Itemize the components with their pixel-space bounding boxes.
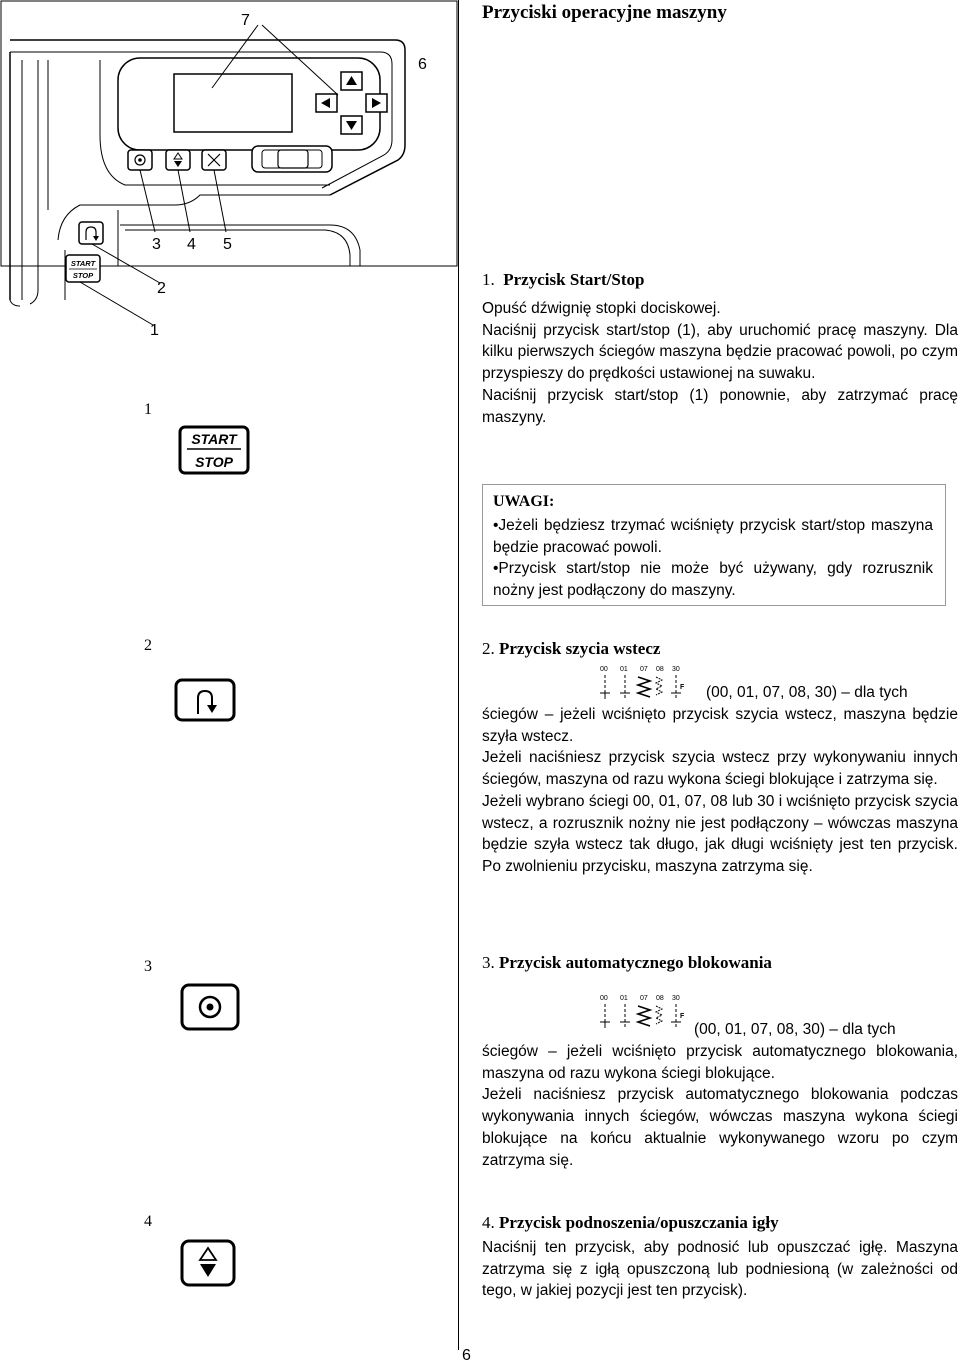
start-stop-icon (178, 425, 250, 475)
stitch-icons-2 (596, 663, 692, 703)
section-3-marker: 3 (144, 958, 152, 975)
svg-text:08: 08 (656, 666, 664, 673)
stitch-icons-3 (596, 992, 692, 1032)
svg-text:30: 30 (672, 666, 680, 673)
section-4-body (482, 1237, 958, 1302)
section-2-heading: 2. Przycisk szycia wstecz (482, 639, 661, 658)
section-3-para-1: ściegów – jeżeli wciśnięto przycisk automatycznego blokowania, maszyna od razu wykona ściegi blokujące. (482, 1043, 958, 1082)
auto-lock-button-icon (180, 983, 240, 1031)
section-1-heading: 1. Przycisk Start/Stop (482, 270, 645, 289)
section-2-body (482, 704, 958, 878)
svg-text:07: 07 (640, 995, 648, 1002)
reverse-button-icon (174, 678, 236, 722)
note-1: •Jeżeli będziesz trzymać wciśnięty przycisk start/stop maszyna będzie pracować powoli. (493, 517, 933, 556)
svg-text:30: 30 (672, 995, 680, 1002)
icon-start-label: START (191, 431, 237, 447)
callout-3: 3 (152, 236, 161, 253)
section-2-para-2: Jeżeli naciśniesz przycisk szycia wstecz przy wykonywaniu innych ściegów, maszyna od razu wykona ściegi blokujące i zatrzyma się. (482, 749, 958, 789)
page-number: 6 (462, 1347, 471, 1364)
svg-text:00: 00 (600, 995, 608, 1002)
svg-text:F: F (680, 1013, 685, 1020)
svg-text:01: 01 (620, 995, 628, 1002)
svg-text:F: F (680, 684, 685, 691)
section-3-para-2: Jeżeli naciśniesz przycisk automatycznego blokowania podczas wykonywania innych ściegów, wówczas maszyna wykona ściegi blokujące na końcu aktualnie wykonywanego wzoru po czym zatrzyma się. (482, 1086, 958, 1169)
callout-2: 2 (157, 280, 166, 297)
svg-text:00: 00 (600, 666, 608, 673)
section-1-body (482, 298, 958, 428)
notes-box (482, 484, 946, 606)
section-3-body (482, 1041, 958, 1171)
section-3-heading: 3. Przycisk automatycznego blokowania (482, 953, 772, 972)
section-1-marker: 1 (144, 401, 152, 418)
section-2-para-1: ściegów – jeżeli wciśnięto przycisk szycia wstecz, maszyna będzie szyła wstecz. (482, 706, 958, 745)
reverse-key-small (79, 222, 103, 244)
small-start-label: START (70, 259, 96, 268)
section-1-para-2: Naciśnij przycisk start/stop (1), aby uruchomić pracę maszyny. Dla kilku pierwszych ściegów maszyna będzie pracować powoli, po czym przyspieszy do prędkości ustawionej na suwaku. (482, 321, 958, 383)
control-panel-diagram (0, 0, 458, 430)
callout-5: 5 (223, 236, 232, 253)
section-1-para-1: Opuść dźwignię stopki dociskowej. (482, 300, 721, 317)
svg-text:08: 08 (656, 995, 664, 1002)
column-divider (458, 0, 459, 1350)
svg-text:07: 07 (640, 666, 648, 673)
notes-title: UWAGI: (493, 493, 555, 510)
small-stop-label: STOP (72, 271, 94, 280)
section-4-marker: 4 (144, 1213, 152, 1230)
section-4-para-1: Naciśnij ten przycisk, aby podnosić lub opuszczać igłę. Maszyna zatrzyma się z igłą opuszczoną lub podniesioną (w zależności od tego, w jakiej pozycji jest ten przycisk). (482, 1239, 958, 1300)
needle-up-down-button-icon (180, 1239, 236, 1287)
section-2-para-3: Jeżeli wybrano ściegi 00, 01, 07, 08 lub 30 i wciśnięto przycisk szycia wstecz, a rozrusznik nożny nie jest podłączony – wówczas maszyna będzie szyła wstecz tak długo, jak długi wciśnięty jest ten przycisk. Po zwolnieniu przycisku, maszyna zatrzyma się. (482, 792, 958, 875)
section-2-codes: (00, 01, 07, 08, 30) – dla tych (706, 684, 908, 701)
section-2-marker: 2 (144, 637, 152, 654)
callout-6: 6 (418, 56, 427, 73)
callout-7: 7 (241, 12, 250, 29)
callout-1: 1 (150, 322, 159, 339)
section-1-para-3: Naciśnij przycisk start/stop (1) ponownie, aby zatrzymać pracę maszyny. (482, 386, 958, 426)
lcd-screen (174, 74, 292, 132)
section-4-heading: 4. Przycisk podnoszenia/opuszczania igły (482, 1213, 779, 1232)
callout-4: 4 (187, 236, 196, 253)
svg-text:01: 01 (620, 666, 628, 673)
page-title: Przyciski operacyjne maszyny (482, 2, 727, 23)
section-3-codes: (00, 01, 07, 08, 30) – dla tych (694, 1021, 896, 1038)
icon-stop-label: STOP (195, 454, 233, 470)
note-2: •Przycisk start/stop nie może być używany, gdy rozrusznik nożny jest podłączony do maszyny. (493, 560, 933, 599)
